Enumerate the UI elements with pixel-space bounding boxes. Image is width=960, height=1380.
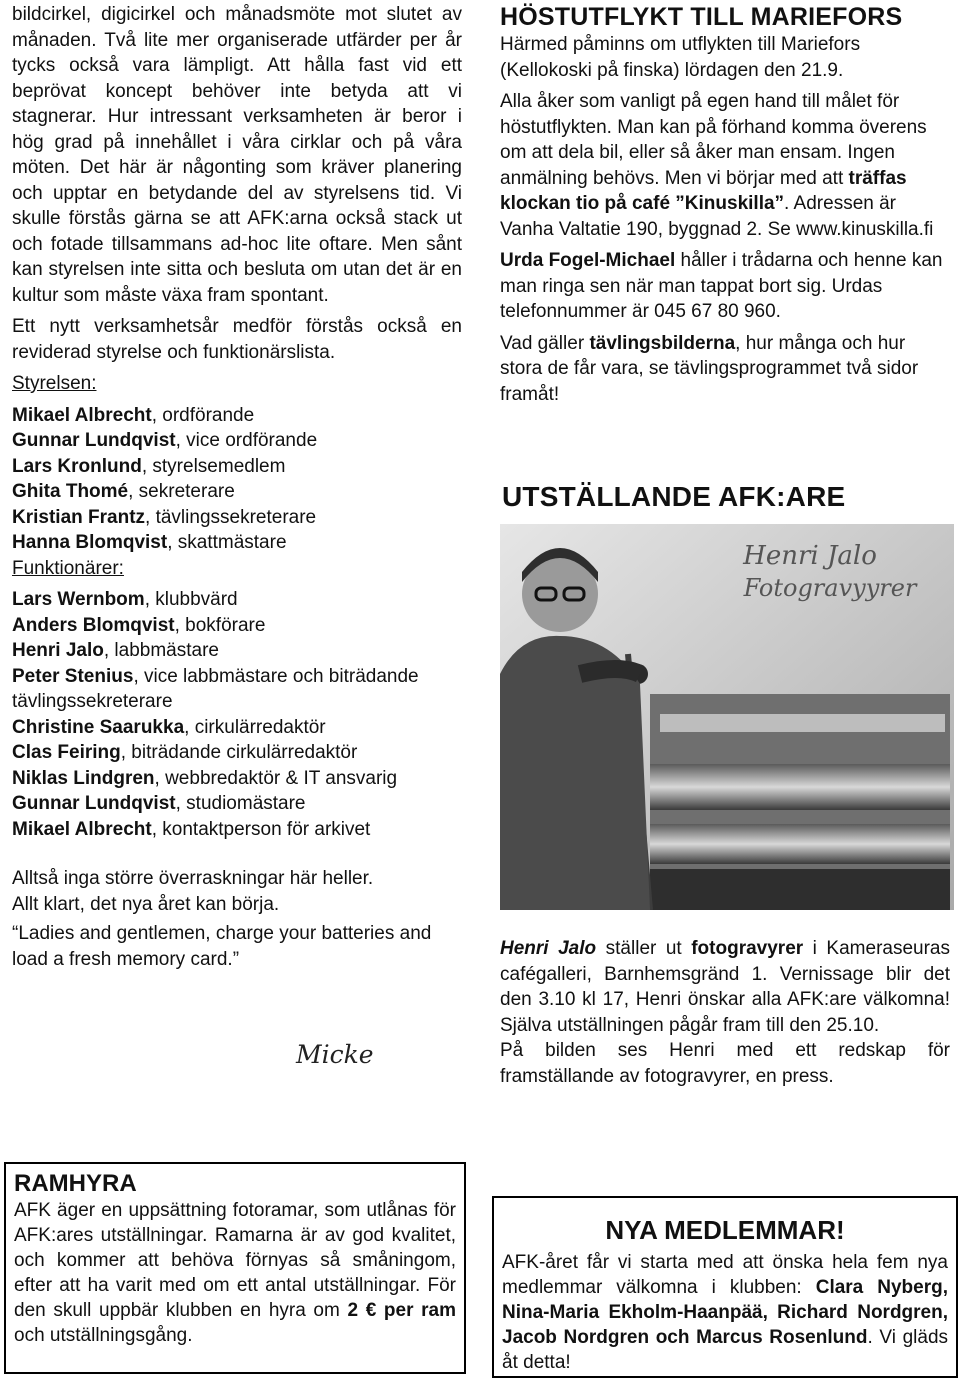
new-member-names: Clara Nyberg, Nina-Maria Ekholm-Haanpää, Richard Nordgren, Jacob Nordgren och Marcus Rosenlund: [502, 1277, 948, 1348]
board-member: [12, 403, 462, 429]
member-name: Christine Saarukka: [12, 716, 185, 738]
member-name: Mikael Albrecht: [12, 404, 152, 426]
member-role: , tävlingssekreterare: [145, 506, 317, 528]
ramhyra-text-part: och utställningsgång.: [14, 1325, 193, 1346]
intro-paragraph: bildcirkel, digicirkel och månadsmöte mot slutet av månaden. Två lite mer organiserade utfärder per år tycks också vara lämpligt. Att hålla fast vid ett beprövat koncept behöver inte betyda att vi stagnerar. Hur intressant verksamheten är beror i hög grad på innehållet i våra cirklar och på våra möten. Det här är någonting som kräver planering och upptar en betydande del av styrelsens tid. Vi skulle förstås gärna se att AFK:arna också stack ut och fotade tillsammans ad-hoc lite oftare. Men sånt kan styrelsen inte sitta och besluta om utan det är en kultur som måste växa fram spontant.: [12, 4, 462, 306]
exhibit-paragraph: [500, 936, 950, 1038]
member-role: , bokförare: [174, 614, 266, 636]
member-name: Peter Stenius: [12, 665, 134, 687]
trip-paragraph: Härmed påminns om utflykten till Mariefors (Kellokoski på finska) lördagen den 21.9.: [500, 34, 861, 81]
member-name: Hanna Blomqvist: [12, 532, 168, 553]
member-role: , klubbvärd: [144, 589, 238, 610]
exhibit-text-part: ställer ut: [596, 938, 692, 959]
member-name: Gunnar Lundqvist: [12, 793, 176, 814]
member-role: , cirkulärredaktör: [184, 716, 326, 738]
board-member: [12, 530, 462, 556]
member-role: , sekreterare: [128, 481, 235, 502]
official: [12, 638, 462, 664]
official: [12, 715, 462, 741]
exhibit-text: [500, 936, 950, 1095]
ramhyra-box: [4, 1162, 466, 1374]
member-name: Kristian Frantz: [12, 506, 146, 528]
sign-text: Fotogravyyrer: [743, 574, 917, 602]
member-role: , kontaktperson för arkivet: [151, 818, 371, 840]
member-name: Ghita Thomé: [12, 481, 129, 502]
ramhyra-text-part: AFK äger en uppsättning fotoramar, som utlånas för AFK:ares utställningar. Ramarna är av god kvalitet, och kommer att behöva förnyas så småningom, efter att ha varit med om ett antal utställningar. För den skull uppbär klubben en hyra om: [14, 1200, 456, 1321]
exhibit-text-part: i Kameraseuras cafégalleri, Barnhemsgränd 1. Vernissage blir det den 3.10 kl 17, Henri önskar alla AFK:are välkomna! Själva utställningen pågår fram till den 25.10.: [500, 938, 950, 1036]
signature: Micke: [296, 1040, 374, 1069]
official: [12, 817, 462, 843]
right-column: [500, 2, 950, 413]
trip-paragraph: [500, 331, 950, 408]
exhibit-heading: UTSTÄLLANDE AFK:ARE: [502, 481, 846, 512]
exhibit-caption: På bilden ses Henri med ett redskap för framställande av fotogravyrer, en press.: [500, 1040, 950, 1087]
board-member: [12, 505, 462, 531]
member-role: , webbredaktör & IT ansvarig: [154, 767, 398, 789]
quote: “Ladies and gentlemen, charge your batteries and load a fresh memory card.”: [12, 923, 432, 970]
member-name: Clas Feiring: [12, 742, 121, 763]
exhibit-photo: [500, 524, 954, 910]
official: [12, 587, 462, 613]
trip-text: . Adressen är Vanha Valtatie 190, byggnad 2. Se www.kinuskilla.fi: [500, 193, 934, 240]
member-name: Gunnar Lundqvist: [12, 430, 176, 451]
official: [12, 613, 462, 639]
official: [12, 740, 462, 766]
trip-text: håller i trådarna och henne kan man ringa sen när man tappat bort sig. Urdas telefonnummer är 045 67 80 960.: [500, 250, 943, 322]
member-role: , vice ordförande: [175, 430, 318, 451]
member-name: Lars Wernbom: [12, 589, 145, 610]
member-role: , styrelsemedlem: [141, 455, 286, 477]
trip-text: , hur många och hur stora de får vara, se tävlingsprogrammet två sidor framåt!: [500, 332, 919, 405]
officials-list: [12, 587, 462, 842]
sign-text: Henri Jalo: [743, 541, 877, 571]
closing-line: Alltså inga större överraskningar här heller.: [12, 868, 374, 889]
member-name: Anders Blomqvist: [12, 614, 175, 636]
new-members-box: [492, 1196, 958, 1378]
board-member: [12, 454, 462, 480]
member-name: Lars Kronlund: [12, 455, 142, 477]
board-heading: Styrelsen:: [12, 373, 97, 394]
left-column: [12, 2, 462, 972]
trip-paragraph: [500, 248, 950, 325]
photo-illustration: [500, 524, 954, 910]
meeting-point: träffas klockan tio på café ”Kinuskilla”: [500, 167, 907, 214]
member-name: Henri Jalo: [12, 640, 104, 661]
trip-text: Alla åker som vanligt på egen hand till målet för höstutflykten. Man kan på förhand komma överens om att dela bil, eller så åker man ensam. Ingen anmälning behövs. Men vi börjar med att: [500, 91, 927, 189]
board-member: [12, 479, 462, 505]
trip-text: Vad gäller: [500, 332, 590, 354]
new-members-heading: NYA MEDLEMMAR!: [605, 1215, 845, 1245]
ramhyra-text: [14, 1198, 456, 1348]
member-role: , labbmästare: [103, 640, 219, 661]
competition-images: tävlingsbilderna: [589, 332, 736, 354]
board-list: [12, 403, 462, 556]
trip-paragraph: [500, 89, 950, 242]
board-member: [12, 428, 462, 454]
officials-heading: Funktionärer:: [12, 557, 124, 579]
contact-name: Urda Fogel-Michael: [500, 250, 676, 271]
member-role: , vice labbmästare och biträdande tävlingssekreterare: [12, 665, 419, 712]
new-members-text: [502, 1250, 948, 1375]
members-text-part: AFK-året får vi starta med att önska hela fem nya medlemmar välkomna i klubben:: [502, 1252, 948, 1298]
member-role: , skattmästare: [167, 532, 287, 553]
ramhyra-price: 2 € per ram: [347, 1300, 456, 1321]
member-role: , biträdande cirkulärredaktör: [120, 742, 358, 763]
ramhyra-heading: RAMHYRA: [14, 1170, 137, 1197]
member-name: Mikael Albrecht: [12, 818, 152, 840]
member-name: Niklas Lindgren: [12, 767, 155, 789]
member-role: , studiomästare: [175, 793, 306, 814]
exhibit-medium: fotogravyrer: [691, 938, 804, 959]
official: [12, 664, 462, 715]
member-role: , ordförande: [151, 404, 255, 426]
intro-paragraph: Ett nytt verksamhetsår medför förstås också en reviderad styrelse och funktionärslista.: [12, 316, 462, 363]
artist-name: Henri Jalo: [500, 938, 597, 959]
official: [12, 791, 462, 817]
official: [12, 766, 462, 792]
trip-heading: HÖSTUTFLYKT TILL MARIEFORS: [500, 3, 903, 31]
closing-line: Allt klart, det nya året kan börja.: [12, 893, 280, 915]
members-text-part: . Vi gläds åt detta!: [502, 1327, 949, 1373]
